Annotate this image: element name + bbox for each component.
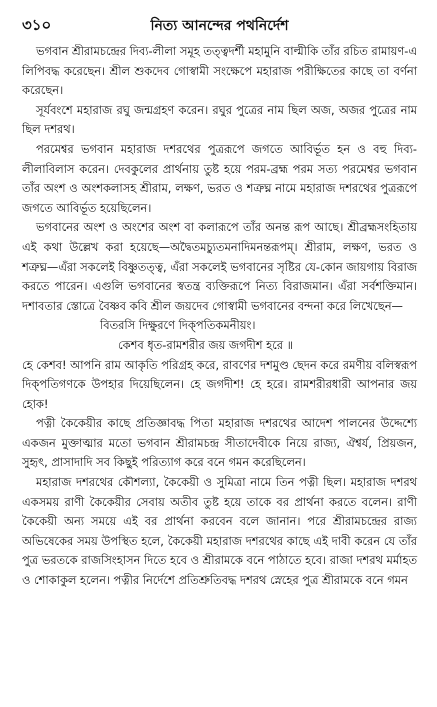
verse-line: বিতরসি দিক্ষুরণে দিক্পতিকমনীয়ং।	[100, 318, 256, 333]
page-body	[22, 42, 417, 591]
page-header	[22, 10, 417, 38]
paragraph: পরমেশ্বর ভগবান মহারাজ দশরথের পুত্ররূপে জগতে আবির্ভূত হন ও বহু দিব্য-লীলাবিলাস করেন। দেবকুলের প্রার্থনায় তুষ্ট হয়ে পরম-ব্রহ্ম পরম সত্য পরমেশ্বর ভগবান তাঁর অংশ ও অংশকলাসহ শ্রীরাম, লক্ষণ, ভরত ও শত্রুঘ্ন নামে মহারাজ দশরথের পুত্ররূপে জগতে আবির্ভূত হয়েছিলেন।	[22, 141, 417, 215]
paragraph: ভগবান শ্রীরামচন্দ্রের দিব্য-লীলা সমূহ তত্ত্বদর্শী মহামুনি বাল্মীকি তাঁর রচিত রামায়ণ-এ লিপিবদ্ধ করেছেন। শ্রীল শুকদেব গোস্বামী সংক্ষেপে মহারাজ পরীক্ষিতের কাছে তা বর্ণনা করেছেন।	[22, 44, 417, 98]
paragraph: পত্নী কৈকেয়ীর কাছে প্রতিজ্ঞাবদ্ধ পিতা মহারাজ দশরথের আদেশ পালনের উদ্দেশ্যে একজন মুক্তাত্মার মতো ভগবান শ্রীরামচন্দ্র সীতাদেবীকে নিয়ে রাজ্য, ঐশ্বর্য, প্রিয়জন, সুহৃৎ, প্রাসাদাদি সব কিছুই পরিত্যাগ করে বনে গমন করেছিলেন।	[22, 416, 417, 470]
paragraph: ভগবানের অংশ ও অংশের অংশ বা কলারূপে তাঁর অনন্ত রূপ আছে। শ্রীব্রহ্মসংহিতায় এই কথা উল্লেখ করা হয়েছে—অদ্বৈতমচ্যুতমনাদিমনন্তরূপম্। শ্রীরাম, লক্ষণ, ভরত ও শত্রুঘ্ন—এঁরা সকলেই বিষ্ণুতত্ত্ব, এঁরা সকলেই ভগবানের সৃষ্টির যে-কোন জায়গায় বিরাজ করতে পারেন। এগুলি ভগবানের স্বতন্ত্র ব্যক্তিরূপে নিত্য বিরাজমান। এঁরা সর্বশক্তিমান। দশাবতার স্তোত্রে বৈষ্ণব কবি শ্রীল জয়দেব গোস্বামী ভগবানের বন্দনা করে লিখেছেন—	[22, 220, 417, 313]
paragraph: হে কেশব! আপনি রাম আকৃতি পরিগ্রহ করে, রাবণের দশমুণ্ড ছেদন করে রমণীয় বলিস্বরূপ দিক্পতিগণকে উপহার দিয়েছিলেন। হে জগদীশ! হে হরে। রামশরীরধারী আপনার জয় হোক!	[22, 357, 417, 411]
paragraph: মহারাজ দশরথের কৌশল্যা, কৈকেয়ী ও সুমিত্রা নামে তিন পত্নী ছিল। মহারাজ দশরথ একসময় রাণী কৈকেয়ীর সেবায় অতীব তুষ্ট হয়ে তাকে বর প্রার্থনা করতে বলেন। রাণী কৈকেয়ী অন্য সময়ে এই বর প্রার্থনা করবেন বলে জানান। পরে শ্রীরামচন্দ্রের রাজ্য অভিষেকের সময় উপস্থিত হলে, কৈকেয়ী মহারাজ দশরথের কাছে এই দাবী করেন যে তাঁর পুত্র ভরতকে রাজসিংহাসন দিতে হবে ও শ্রীরামকে বনে পাঠাতে হবে। রাজা দশরথ মর্মাহত ও শোকাকুল হলেন। পত্নীর নির্দেশে প্রতিশ্রুতিবদ্ধ দশরথ স্নেহের পুত্র শ্রীরামকে বনে গমন	[22, 475, 417, 588]
page-number: ৩১০	[22, 16, 52, 34]
running-title: নিত্য আনন্দের পথনির্দেশ	[150, 18, 289, 34]
verse-line: কেশব ধৃত-রামশরীর জয় জগদীশ হরে ॥	[118, 337, 294, 352]
paragraph: সূর্যবংশে মহারাজ রঘু জন্মগ্রহণ করেন। রঘুর পুত্রের নাম ছিল অজ, অজর পুত্রের নাম ছিল দশরথ।	[22, 102, 417, 137]
